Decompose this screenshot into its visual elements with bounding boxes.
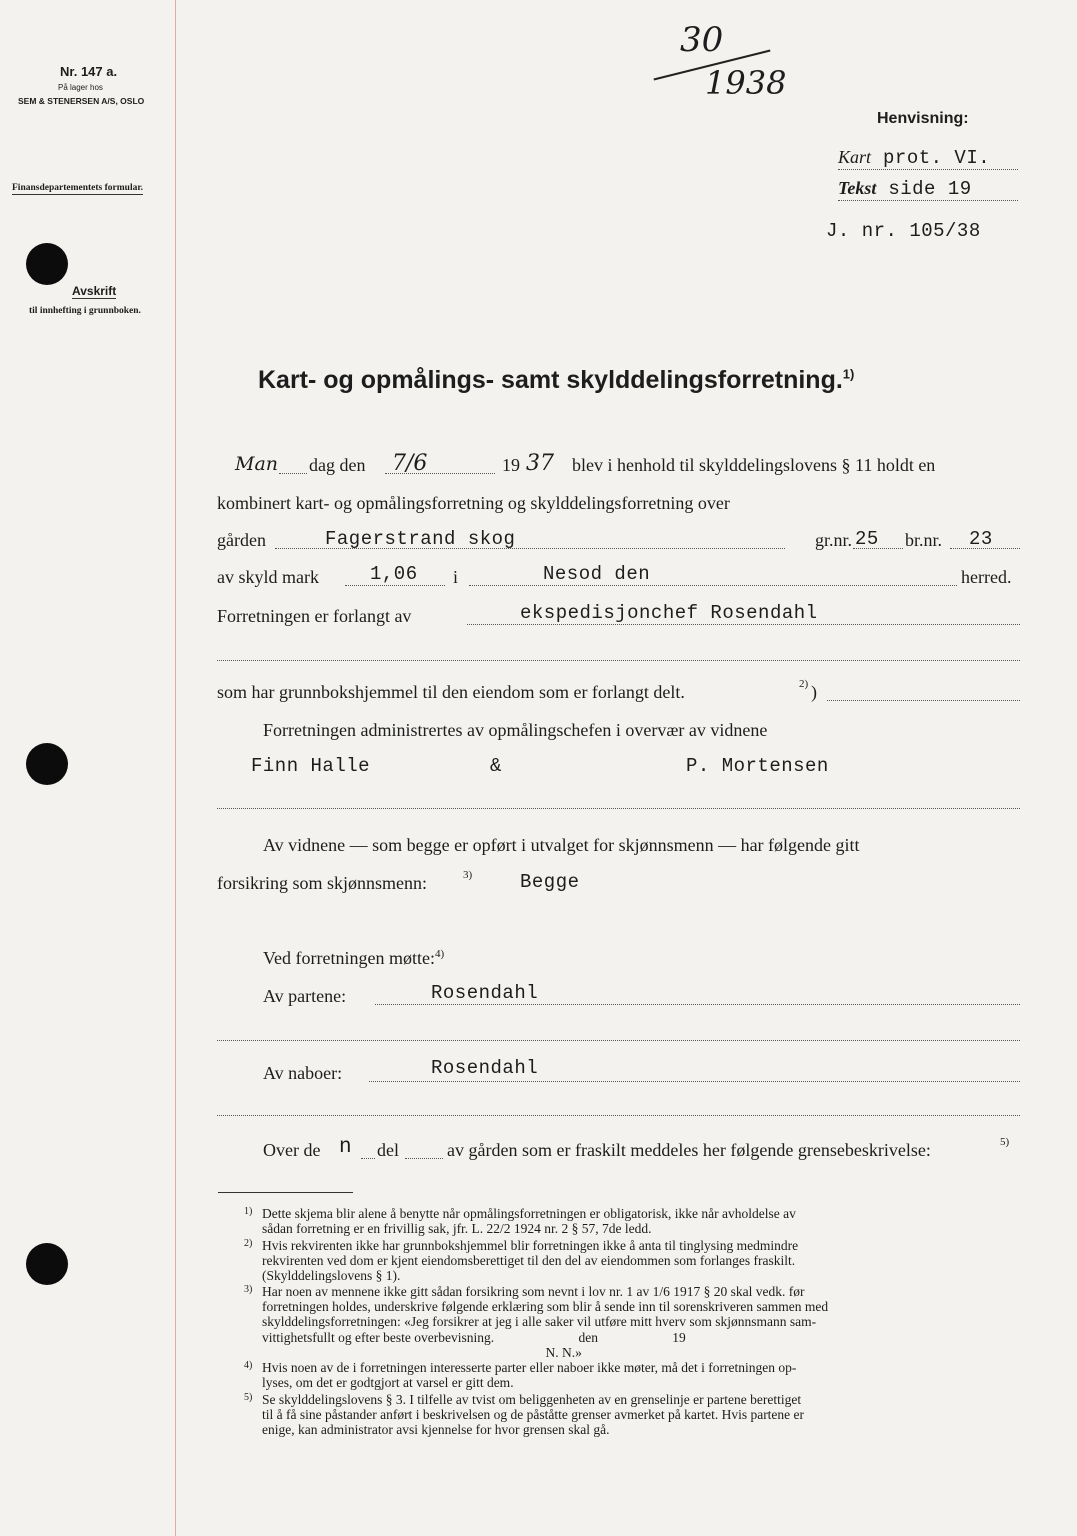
footnote-line: skylddelingsforretningen: «Jeg forsikrer at jeg i alle saker vil utføre mitt hverv som skjønnsmann sam-	[262, 1314, 817, 1330]
footnote-line: Hvis rekvirenten ikke har grunnbokshjemmel blir forretningen ikke å anta til tinglysing medmindre	[262, 1238, 799, 1253]
neighbours-value: Rosendahl	[431, 1057, 539, 1079]
date-line	[217, 451, 1020, 481]
line1-rest: blev i henhold til skylddelingslovens § 11 holdt en	[572, 455, 936, 475]
footnote-line: Har noen av mennene ikke gitt sådan forsikring som nevnt i lov nr. 1 av 1/6 1917 § 20 skal vedk. før	[262, 1284, 805, 1299]
footnote-3	[244, 1284, 1022, 1360]
neighbours-line	[263, 1057, 1020, 1089]
brnr-label: br.nr.	[905, 530, 943, 550]
margin-rule	[175, 0, 176, 1536]
witness-statement: Av vidnene — som begge er opført i utvalget for skjønnsmenn — har følgende gitt	[263, 835, 860, 855]
assurance-value: Begge	[520, 871, 580, 893]
date-value: 7/6	[392, 451, 428, 476]
publisher-name: SEM & STENERSEN A/S, OSLO	[18, 96, 145, 106]
handwritten-number: 30	[680, 20, 724, 60]
requested-value: ekspedisjonchef Rosendahl	[520, 602, 818, 624]
footnote-number: 3)	[244, 1284, 253, 1295]
form-number: Nr. 147 a.	[60, 64, 118, 79]
witness-1: Finn Halle	[251, 755, 371, 777]
footnote-separator	[218, 1192, 353, 1193]
footnote-line: lyses, om det er godtgjort at varsel er gitt dem.	[262, 1375, 514, 1391]
assurance-line	[217, 869, 1020, 899]
page-title	[258, 366, 854, 395]
footnote-line: enige, kan administrator avsi kjennelse for hvor grensen skal gå.	[262, 1422, 610, 1438]
neighbours-label: Av naboer:	[263, 1063, 343, 1083]
footnote-line: vittighetsfullt og efter beste overbevisning. den 19	[262, 1329, 686, 1345]
footnote-line: Hvis noen av de i forretningen interesserte parter eller naboer ikke møter, må det i forretningen op-	[262, 1360, 797, 1375]
herred-label: herred.	[961, 567, 1012, 587]
farm-value: Fagerstrand skog	[325, 528, 516, 550]
journal-number: J. nr. 105/38	[826, 220, 981, 242]
tekst-line	[838, 178, 1018, 201]
attendance-footnote-ref: 4)	[434, 948, 445, 960]
year-value: 37	[526, 451, 554, 476]
footnote-5	[244, 1392, 1022, 1438]
assurance-footnote-ref: 3)	[463, 869, 473, 881]
blank-line	[217, 1040, 1020, 1041]
blank-line	[217, 808, 1020, 809]
parties-value: Rosendahl	[431, 982, 539, 1004]
footnote-number: 5)	[244, 1392, 253, 1403]
man-label: Man	[235, 453, 279, 475]
farm-label: gården	[217, 530, 266, 550]
assurance-label: forsikring som skjønnsmenn:	[217, 873, 427, 893]
witness-ampersand: &	[490, 755, 502, 777]
footnote-4	[244, 1360, 1022, 1391]
title-holder-footnote-ref: 2)	[799, 678, 809, 690]
over-label: Over de	[263, 1140, 321, 1160]
footnote-number: 4)	[244, 1360, 253, 1371]
tekst-value: side 19	[888, 178, 972, 200]
skyld-value: 1,06	[370, 563, 418, 585]
grnr-label: gr.nr.	[815, 530, 853, 550]
boundary-line	[263, 1136, 1020, 1166]
del-label: del	[377, 1140, 399, 1160]
footnote-2	[244, 1238, 1022, 1284]
title-holder-text: som har grunnbokshjemmel til den eiendom som er forlangt delt.	[217, 682, 685, 702]
footnote-line: sådan forretning er en frivillig sak, jfr. L. 22/2 1924 nr. 2 § 57, 7de ledd.	[262, 1221, 652, 1237]
line2: kombinert kart- og opmålingsforretning og skylddelingsforretning over	[217, 493, 730, 513]
title-text: Kart- og opmålings- samt skylddelingsforretning.	[258, 366, 843, 394]
farm-line	[217, 530, 1020, 556]
witness-2: P. Mortensen	[686, 755, 829, 777]
footnote-number: 2)	[244, 1238, 253, 1249]
tekst-label: Tekst	[838, 178, 877, 198]
tax-line	[217, 563, 1020, 593]
over-value: n	[339, 1136, 352, 1159]
punch-hole	[26, 743, 68, 785]
footnote-line: forretningen holdes, underskrive følgende erklæring som blir å sende inn til sorenskriveren sammen med	[262, 1299, 829, 1315]
administration-line: Forretningen administrertes av opmålingschefen i overvær av vidnene	[263, 720, 768, 740]
kart-label: Kart	[838, 147, 872, 167]
footnote-1	[244, 1206, 1022, 1237]
punch-hole	[26, 1243, 68, 1285]
form-source: Finansdepartementets formular.	[12, 183, 144, 193]
publisher-line: På lager hos	[58, 83, 103, 92]
copy-label: Avskrift	[72, 284, 117, 298]
boundary-footnote-ref: 5)	[1000, 1136, 1010, 1148]
title-holder-line: som har grunnbokshjemmel til den eiendom som er forlangt delt. 2) )	[217, 682, 1020, 708]
parties-line	[263, 982, 1020, 1012]
herred-value: Nesod den	[543, 563, 651, 585]
copy-subtitle: til innhefting i grunnboken.	[29, 306, 141, 316]
punch-hole	[26, 243, 68, 285]
footnote-line: rekvirenten ved dom er kjent eiendomsberettiget til den del av eiendommen som forlanges fraskilt.	[262, 1253, 796, 1269]
grnr-value: 25	[855, 528, 879, 550]
requested-label: Forretningen er forlangt av	[217, 606, 412, 626]
attendance-label: Ved forretningen møtte:	[263, 948, 435, 968]
handwritten-year: 1938	[705, 64, 787, 102]
year-prefix: 19	[502, 455, 520, 475]
kart-line	[838, 147, 1018, 170]
footnote-line: til å få sine påstander anført i beskrivelsen og de påståtte grenser avmerket på kartet. Hvis partene er	[262, 1407, 805, 1423]
dag-den-label: dag den	[309, 455, 366, 475]
boundary-text: av gården som er fraskilt meddeles her følgende grensebeskrivelse:	[447, 1140, 931, 1160]
kart-value: prot. VI.	[883, 147, 991, 169]
footnote-line: Dette skjema blir alene å benytte når opmålingsforretningen er obligatorisk, ikke når avholdelse av	[262, 1206, 796, 1221]
footnote-line: Se skylddelingslovens § 3. I tilfelle av tvist om beliggenheten av en grenselinje er partene berettiget	[262, 1392, 802, 1407]
skyld-label: av skyld mark	[217, 567, 319, 587]
requested-line	[217, 602, 1020, 632]
title-footnote-ref: 1)	[842, 366, 855, 382]
blank-line	[217, 1115, 1020, 1116]
blank-line	[217, 660, 1020, 661]
footnote-line: N. N.»	[262, 1344, 582, 1360]
parties-label: Av partene:	[263, 986, 347, 1006]
footnote-number: 1)	[244, 1206, 253, 1217]
i-label: i	[453, 567, 459, 587]
footnote-line: (Skylddelingslovens § 1).	[262, 1268, 401, 1284]
attendance-heading	[263, 948, 444, 969]
reference-heading: Henvisning:	[877, 110, 969, 127]
brnr-value: 23	[969, 528, 993, 550]
